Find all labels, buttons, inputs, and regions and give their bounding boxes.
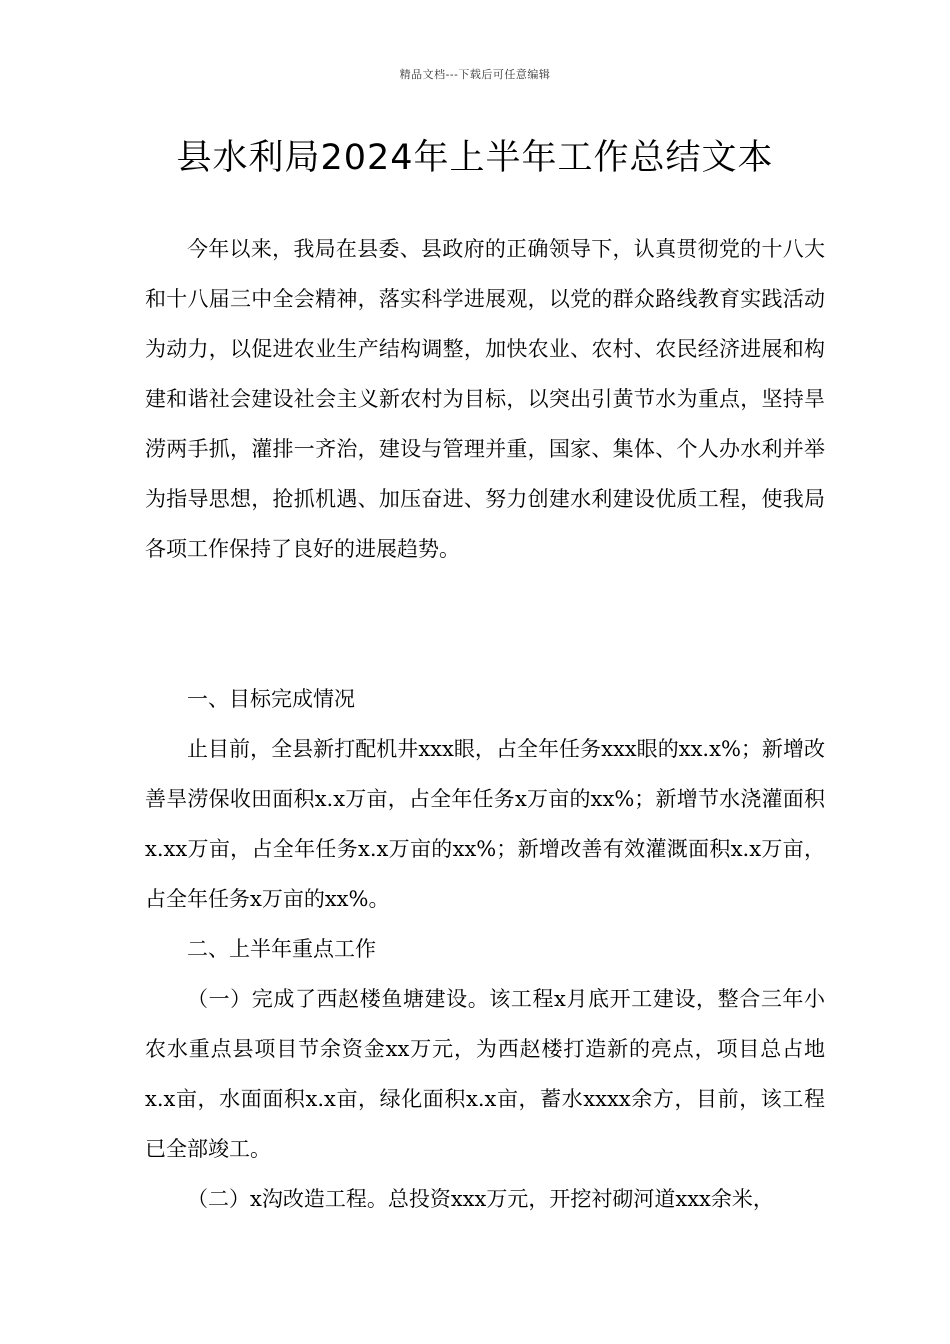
intro-block <box>145 224 825 574</box>
section-item-1: （一）完成了西赵楼鱼塘建设。该工程x月底开工建设，整合三年小农水重点县项目节余资金xx万元，为西赵楼打造新的亮点，项目总占地x.x亩，水面面积x.x亩，绿化面积x.x亩，蓄水xxxx余方，目前，该工程已全部竣工。 <box>145 987 825 1161</box>
page-title: 县水利局2024年上半年工作总结文本 <box>176 138 774 178</box>
intro-paragraph: 今年以来，我局在县委、县政府的正确领导下，认真贯彻党的十八大和十八届三中全会精神，落实科学进展观，以党的群众路线教育实践活动为动力，以促进农业生产结构调整，加快农业、农村、农民经济进展和构建和谐社会建设社会主义新农村为目标，以突出引黄节水为重点，坚持旱涝两手抓，灌排一齐治，建设与管理并重，国家、集体、个人办水利并举为指导思想，抢抓机遇、加压奋进、努力创建水利建设优质工程，使我局各项工作保持了良好的进展趋势。 <box>145 237 825 561</box>
section-heading-1: 一、目标完成情况 <box>187 687 355 711</box>
section-paragraph-1: 止目前，全县新打配机井xxx眼，占全年任务xxx眼的xx.x%；新增改善旱涝保收田面积x.x万亩，占全年任务x万亩的xx%；新增节水浇灌面积x.xx万亩，占全年任务x.x万亩的xx%；新增改善有效灌溉面积x.x万亩，占全年任务x万亩的xx%。 <box>145 737 825 911</box>
main-block <box>145 674 825 1224</box>
header-note: 精品文档---下载后可任意编辑 <box>399 68 551 81</box>
section-item-2: （二）x沟改造工程。总投资xxx万元，开挖衬砌河道xxx余米， <box>187 1187 774 1211</box>
section-heading-2: 二、上半年重点工作 <box>187 937 376 961</box>
